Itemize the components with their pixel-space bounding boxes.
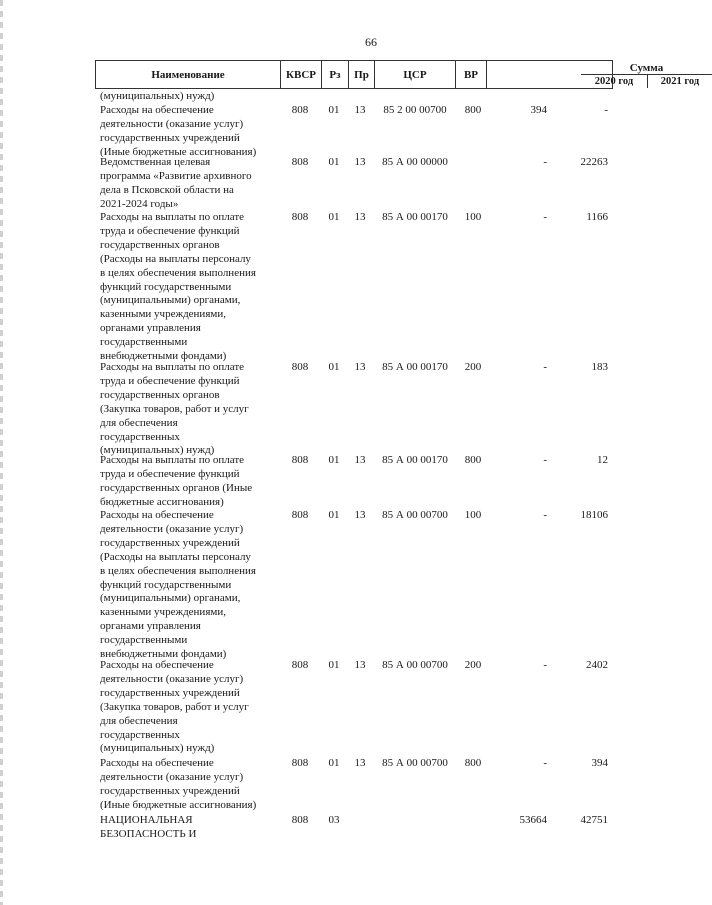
row-csr: 85 А 00 00170 [382,361,448,373]
row-csr: 85 А 00 00000 [382,156,448,168]
page-number: 66 [365,35,377,49]
row-rz: 01 [328,211,340,223]
row-pr: 13 [354,757,366,769]
row-sum-2021: 2402 [586,659,608,671]
row-sum-2021: 394 [591,757,608,769]
row-sum-2021: 42751 [580,814,608,826]
header-year-2021: 2021 год [660,76,700,87]
row-sum-2020: 53664 [519,814,547,826]
row-csr: 85 А 00 00170 [382,454,448,466]
row-csr: 85 А 00 00700 [382,509,448,521]
row-rz: 01 [328,361,340,373]
row-csr: 85 А 00 00170 [382,211,448,223]
row-vr: 200 [464,361,482,373]
row-name: Расходы на выплаты по оплате труда и обеспечение функций государственных органов (Закупка товаров, работ и услуг для обеспечения государственных (муниципальных) нужд) [100,361,249,457]
row-sum-2021: 22263 [580,156,608,168]
row-vr: 800 [464,757,482,769]
row-name: Расходы на обеспечение деятельности (оказание услуг) государственных учреждений (Иные бюджетные ассигнования) [100,757,257,811]
row-pr: 13 [354,104,366,116]
row-sum-2021: 183 [591,361,608,373]
row-vr: 800 [464,104,482,116]
row-sum-2021: 1166 [586,211,608,223]
row-rz: 01 [328,104,340,116]
row-name: Ведомственная целевая программа «Развитие архивного дела в Псковской области на 2021-2024 годы» [100,156,252,210]
row-vr: 100 [464,211,482,223]
header-pr: Пр [349,61,375,88]
row-kvsr: 808 [291,454,309,466]
header-rz: Рз [322,61,349,88]
row-pr: 13 [354,211,366,223]
row-sum-2020: - [543,509,547,521]
row-sum-2020: - [543,361,547,373]
header-year-2020: 2020 год [581,75,648,88]
row-kvsr: 808 [291,659,309,671]
row-pr: 13 [354,361,366,373]
row-kvsr: 808 [291,757,309,769]
row-name: (муниципальных) нужд) [100,90,215,102]
row-pr: 13 [354,509,366,521]
row-name: Расходы на выплаты по оплате труда и обеспечение функций государственных органов (Иные бюджетные ассигнования) [100,454,253,508]
row-rz: 01 [328,156,340,168]
row-kvsr: 808 [291,211,309,223]
row-kvsr: 808 [291,509,309,521]
row-rz: 01 [328,659,340,671]
row-kvsr: 808 [291,361,309,373]
row-kvsr: 808 [291,104,309,116]
table-header [95,60,700,89]
scan-edge [0,0,3,905]
row-sum-2021: 18106 [580,509,608,521]
header-vr: ВР [456,61,487,88]
row-pr: 13 [354,454,366,466]
row-sum-2020: 394 [530,104,547,116]
row-sum-2020: - [543,757,547,769]
row-kvsr: 808 [291,814,309,826]
row-name: НАЦИОНАЛЬНАЯ БЕЗОПАСНОСТЬ И [100,814,197,840]
row-rz: 01 [328,454,340,466]
row-name: Расходы на обеспечение деятельности (оказание услуг) государственных учреждений (Закупка товаров, работ и услуг для обеспечения государственных (муниципальных) нужд) [100,659,249,755]
row-csr: 85 А 00 00700 [382,757,448,769]
row-csr: 85 А 00 00700 [382,659,448,671]
row-vr: 100 [464,509,482,521]
row-pr: 13 [354,659,366,671]
row-sum-2020: - [543,156,547,168]
row-sum-2020: - [543,454,547,466]
header-name: Наименование [96,61,281,88]
row-sum-2021: - [604,104,608,116]
row-rz: 01 [328,509,340,521]
row-rz: 03 [328,814,340,826]
header-csr: ЦСР [375,61,456,88]
row-rz: 01 [328,757,340,769]
row-name: Расходы на обеспечение деятельности (оказание услуг) государственных учреждений (Иные бюджетные ассигнования) [100,104,257,158]
row-name: Расходы на обеспечение деятельности (оказание услуг) государственных учреждений (Расходы на выплаты персоналу в целях обеспечения выполнения функций государственными (муниципальными) органами, казенными учреждениями, органами управления государственными внебюджетными фондами) [100,509,256,661]
header-kvsr: КВСР [281,61,322,88]
row-vr: 800 [464,454,482,466]
row-name: Расходы на выплаты по оплате труда и обеспечение функций государственных органов (Расходы на выплаты персоналу в целях обеспечения выполнения функций государственными (муниципальными) органами, казенными учреждениями, органами управления государственными внебюджетными фондами) [100,211,256,363]
row-csr: 85 2 00 00700 [383,104,447,116]
row-sum-2020: - [543,211,547,223]
header-sum: Сумма [581,61,712,75]
row-sum-2020: - [543,659,547,671]
row-kvsr: 808 [291,156,309,168]
row-vr: 200 [464,659,482,671]
row-sum-2021: 12 [597,454,608,466]
row-pr: 13 [354,156,366,168]
